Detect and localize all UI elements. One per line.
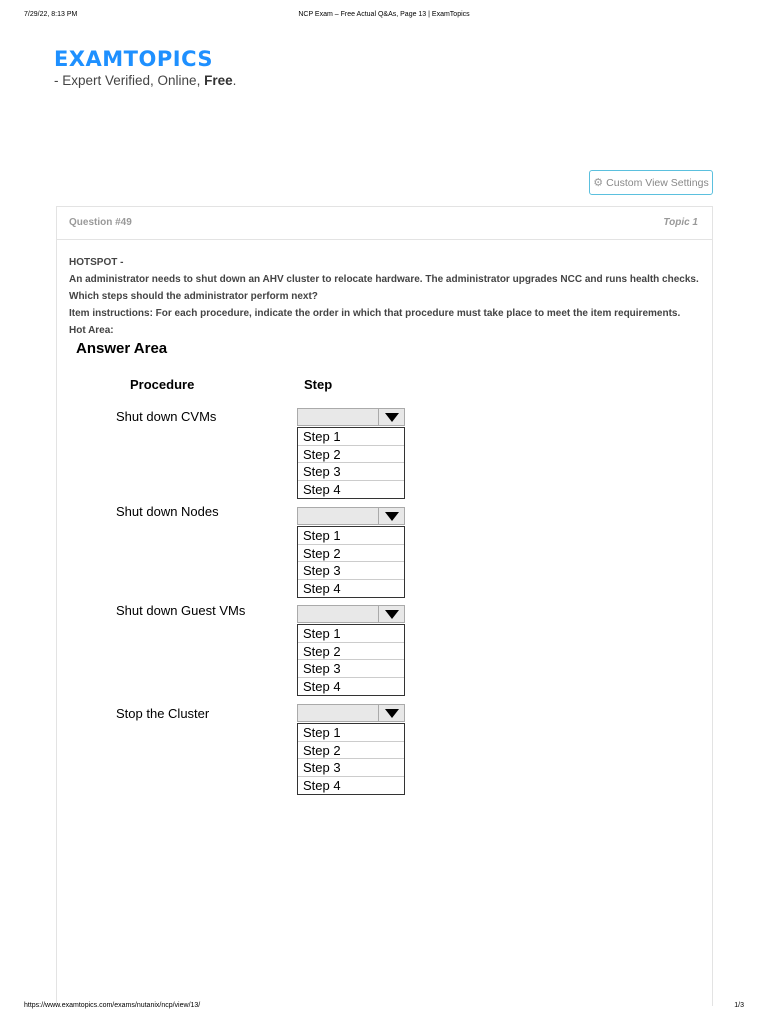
dropdown-option[interactable]: Step 4 <box>303 777 341 793</box>
question-card-header <box>57 207 712 240</box>
tagline-suffix: . <box>232 73 237 88</box>
dropdown-option[interactable]: Step 3 <box>298 463 404 481</box>
dropdown-option[interactable]: Step 2 <box>298 545 404 563</box>
logo-text: EXAMTOPICS <box>54 47 213 71</box>
dropdown-option[interactable]: Step 3 <box>298 660 404 678</box>
dropdown-option[interactable]: Step 1 <box>298 625 404 643</box>
procedure-label: Shut down CVMs <box>116 409 217 424</box>
question-line: Which steps should the administrator perform next? <box>69 291 318 302</box>
tagline <box>54 73 236 88</box>
dropdown-option[interactable]: Step 4 <box>303 580 341 596</box>
step-dropdown[interactable] <box>297 704 405 795</box>
dropdown-options <box>297 624 405 696</box>
dropdown-option[interactable]: Step 4 <box>303 481 341 497</box>
question-line: Hot Area: <box>69 325 114 336</box>
dropdown-options <box>297 723 405 795</box>
question-line: An administrator needs to shut down an AHV cluster to relocate hardware. The administrator upgrades NCC and runs health checks. <box>69 274 699 285</box>
tagline-prefix: - Expert Verified, Online, <box>54 73 205 88</box>
dropdown-options <box>297 526 405 598</box>
question-line: HOTSPOT - <box>69 257 124 268</box>
dropdown-option[interactable]: Step 4 <box>303 678 341 694</box>
question-line: Item instructions: For each procedure, indicate the order in which that procedure must take place to meet the item requirements. <box>69 308 681 319</box>
procedure-label: Stop the Cluster <box>116 706 210 721</box>
dropdown-option[interactable]: Step 1 <box>298 724 404 742</box>
print-date: 7/29/22, 8:13 PM <box>24 11 78 18</box>
print-title: NCP Exam – Free Actual Q&As, Page 13 | ExamTopics <box>298 11 470 18</box>
examtopics-logo[interactable] <box>54 44 213 74</box>
question-number: Question #49 <box>69 217 132 228</box>
answer-area-title: Answer Area <box>76 340 168 357</box>
print-header <box>0 11 768 23</box>
dropdown-arrow-icon[interactable] <box>378 606 404 622</box>
question-topic: Topic 1 <box>663 217 698 228</box>
dropdown-arrow-icon[interactable] <box>378 705 404 721</box>
dropdown-option[interactable]: Step 1 <box>298 527 404 545</box>
print-url: https://www.examtopics.com/exams/nutanix/ncp/view/13/ <box>24 1002 201 1009</box>
print-page-number: 1/3 <box>734 1002 744 1009</box>
dropdown-option[interactable]: Step 2 <box>298 446 404 464</box>
step-column-header: Step <box>304 377 333 392</box>
dropdown-option[interactable]: Step 2 <box>298 643 404 661</box>
step-dropdown[interactable] <box>297 507 405 598</box>
procedure-column-header: Procedure <box>130 377 195 392</box>
procedure-label: Shut down Guest VMs <box>116 603 246 618</box>
procedure-label: Shut down Nodes <box>116 504 219 519</box>
dropdown-option[interactable]: Step 3 <box>298 759 404 777</box>
step-dropdown[interactable] <box>297 605 405 696</box>
dropdown-option[interactable]: Step 3 <box>298 562 404 580</box>
settings-label: Custom View Settings <box>606 176 709 189</box>
dropdown-arrow-icon[interactable] <box>378 508 404 524</box>
tagline-bold: Free <box>204 73 233 88</box>
dropdown-option[interactable]: Step 2 <box>298 742 404 760</box>
dropdown-options <box>297 427 405 499</box>
custom-view-settings-button[interactable] <box>589 170 713 195</box>
step-dropdown[interactable] <box>297 408 405 499</box>
dropdown-option[interactable]: Step 1 <box>298 428 404 446</box>
answer-area <box>76 340 496 810</box>
dropdown-arrow-icon[interactable] <box>378 409 404 425</box>
gear-icon: ⚙ <box>593 177 604 189</box>
question-body <box>69 254 699 339</box>
